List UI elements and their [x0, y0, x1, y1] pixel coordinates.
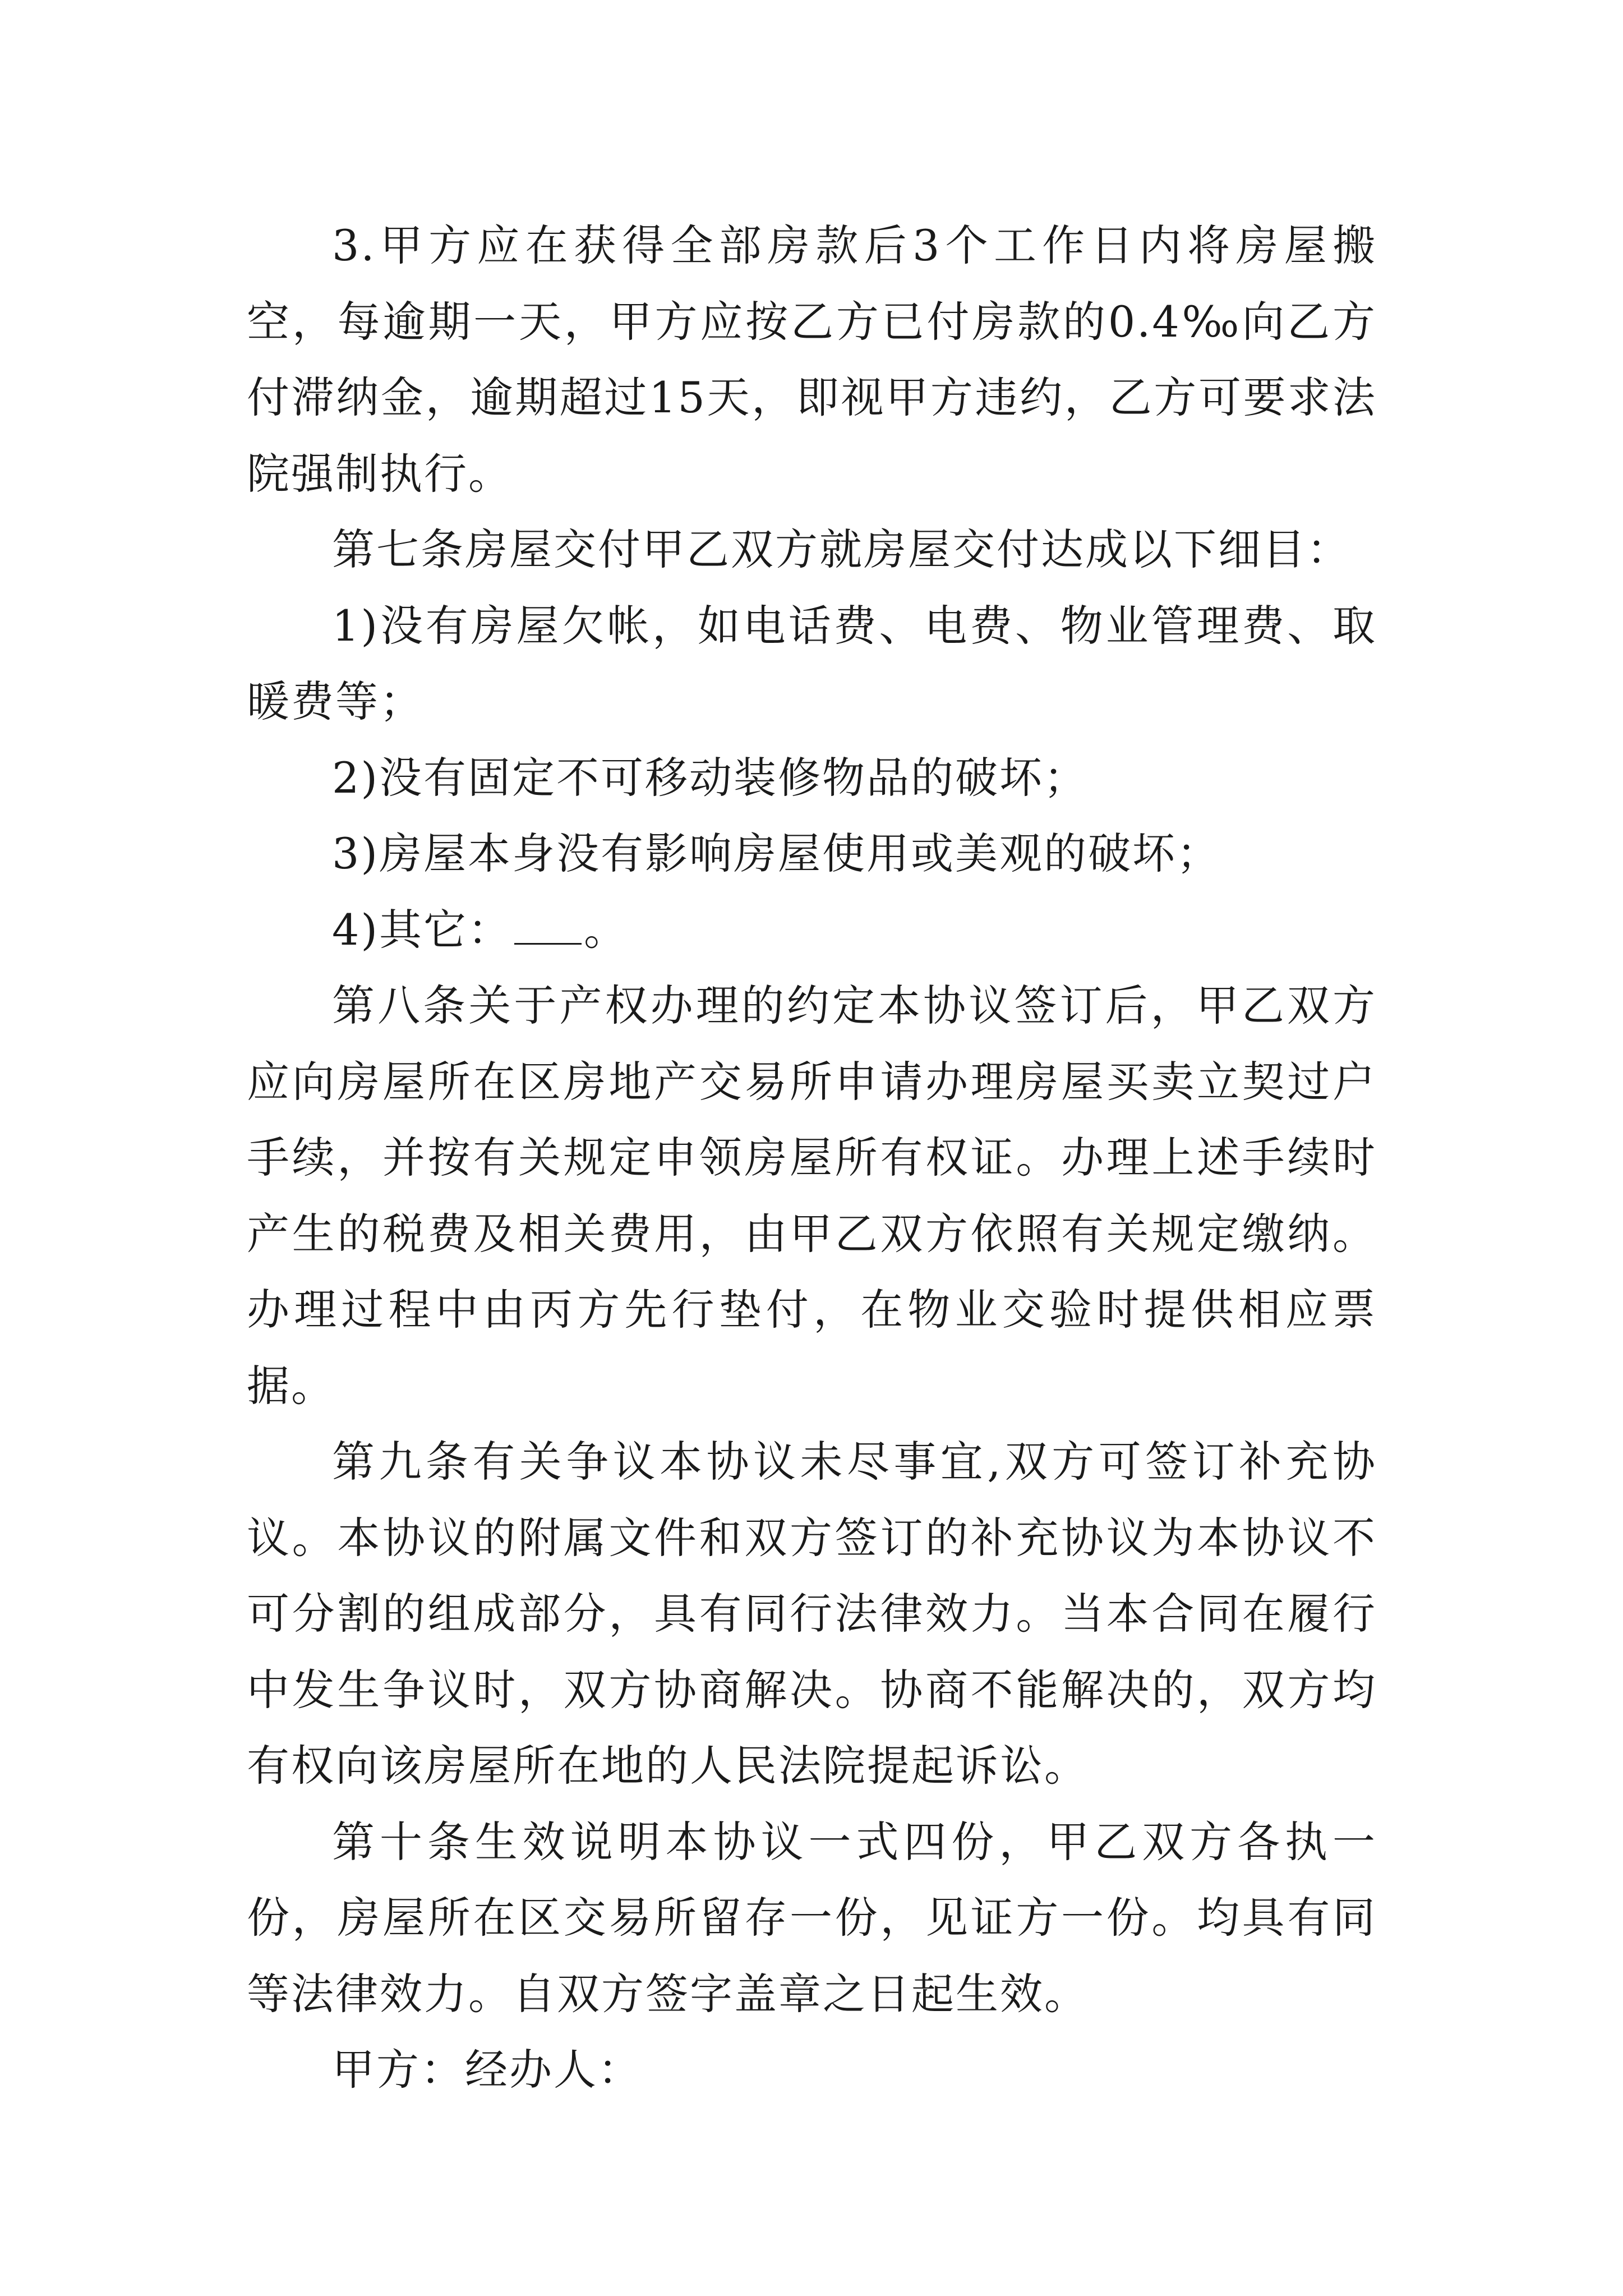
item-4-label: 4)其它： — [332, 904, 513, 955]
article-9-paragraph: 第九条有关争议本协议未尽事宜,双方可签订补充协议。本协议的附属文件和双方签订的补充协议为本协议不可分割的组成部分，具有同行法律效力。当本合同在履行中发生争议时，双方协商解决。协商不能解决的，双方均有权向该房屋所在地的人民法院提起诉讼。 — [247, 1437, 1377, 1791]
article-7-item-3: 3)房屋本身没有影响房屋使用或美观的破坏； — [332, 829, 1221, 878]
article-10-paragraph: 第十条生效说明本协议一式四份，甲乙双方各执一份，房屋所在区交易所留存一份，见证方一份。均具有同等法律效力。自双方签字盖章之日起生效。 — [247, 1816, 1377, 2019]
article-7-item-1: 1)没有房屋欠帐，如电话费、电费、物业管理费、取暖费等； — [247, 600, 1377, 726]
party-a-signature-line: 甲方：经办人： — [332, 2045, 642, 2095]
article-7-item-2: 2)没有固定不可移动装修物品的破坏； — [332, 752, 1089, 803]
clause-3-paragraph: 3.甲方应在获得全部房款后3个工作日内将房屋搬空，每逾期一天，甲方应按乙方已付房款的0.4‰向乙方付滞纳金，逾期超过15天，即视甲方违约，乙方可要求法院强制执行。 — [247, 220, 1377, 499]
article-8-paragraph: 第八条关于产权办理的约定本协议签订后，甲乙双方应向房屋所在区房地产交易所申请办理房屋买卖立契过户手续，并按有关规定申领房屋所有权证。办理上述手续时产生的税费及相关费用，由甲乙双方依照有关规定缴纳。办理过程中由丙方先行垫付，在物业交验时提供相应票据。 — [247, 981, 1377, 1411]
article-7-item-4 — [247, 892, 1377, 968]
fill-in-blank — [514, 904, 582, 944]
document-body — [247, 208, 1377, 2108]
article-7-heading: 第七条房屋交付甲乙双方就房屋交付达成以下细目： — [332, 524, 1351, 574]
item-4-suffix: 。 — [584, 904, 629, 955]
